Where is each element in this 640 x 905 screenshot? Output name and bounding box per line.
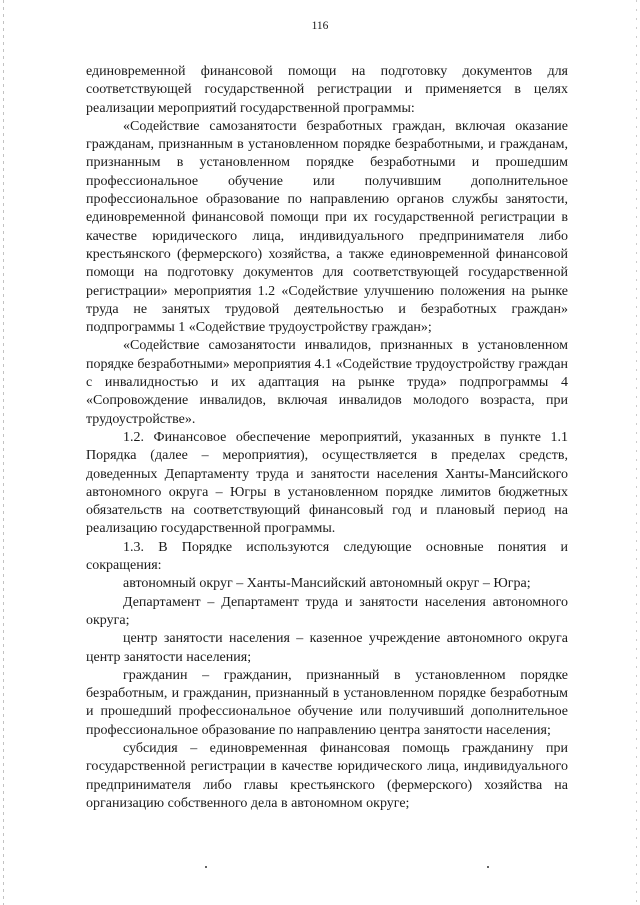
scan-speck-right [487,866,489,868]
paragraph-quote-self-employment: «Содействие самозанятости безработных граждан, включая оказание гражданам, признанным в установленном порядке безработными, и гражданам, признанным в установленном порядке безработными и прошедшим профессиональное обучение или получившим дополнительное профессиональное образование по направлению органов службы занятости, единовременной финансовой помощи при их государственной регистрации в качестве юридического лица, индивидуального предпринимателя либо крестьянского (фермерского) хозяйства, а также единовременной финансовой помощи на подготовку документов для соответствующей государственной регистрации» мероприятия 1.2 «Содействие улучшению положения на рынке труда не занятых трудовой деятельностью и безработных граждан» подпрограммы 1 «Содействие трудоустройству граждан»; [86,118,568,336]
scan-speck-left [205,866,207,868]
definition-department: Департамент – Департамент труда и занятости населения автономного округа; [86,594,568,628]
page-edge-right [636,0,637,905]
page-number: 116 [311,20,329,32]
definition-citizen: гражданин – гражданин, признанный в установленном порядке безработным, и гражданин, признанный в установленном порядке безработным и прошедший профессиональное обучение или получивший дополнительное профессиональное образование по направлению центра занятости населения; [86,667,568,738]
document-body [86,63,568,813]
paragraph-1-3: 1.3. В Порядке используются следующие основные понятия и сокращения: [86,539,568,574]
paragraph-continuation: единовременной финансовой помощи на подготовку документов для соответствующей государственной регистрации и применяется в целях реализации мероприятий государственной программы: [86,64,568,116]
paragraph-1-2: 1.2. Финансовое обеспечение мероприятий, указанных в пункте 1.1 Порядка (далее – мероприятия), осуществляется в пределах средств, доведенных Департаменту труда и занятости населения Ханты-Мансийского автономного округа – Югры в установленном порядке лимитов бюджетных обязательств на соответствующий финансовый год и плановый период на реализацию государственной программы. [86,429,568,537]
paragraph-quote-disabled: «Содействие самозанятости инвалидов, признанных в установленном порядке безработными» мероприятия 4.1 «Содействие трудоустройству граждан с инвалидностью и их адаптация на рынке труда» подпрограммы 4 «Сопровождение инвалидов, включая инвалидов молодого возраста, при трудоустройстве». [86,338,568,427]
definition-autonomous-okrug: автономный округ – Ханты-Мансийский автономный округ – Югра; [123,576,531,592]
page-edge-left [3,0,4,905]
definition-subsidy: субсидия – единовременная финансовая помощь гражданину при государственной регистрации в качестве юридического лица, индивидуального предпринимателя либо главы крестьянского (фермерского) хозяйства на организацию собственного дела в автономном округе; [86,740,568,811]
definition-employment-center: центр занятости населения – казенное учреждение автономного округа центр занятости населения; [86,631,568,665]
